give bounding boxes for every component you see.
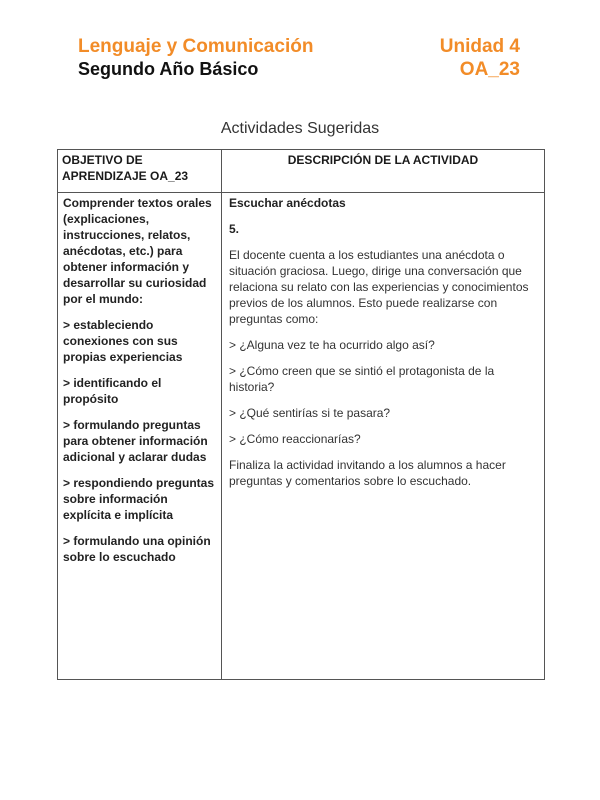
- objective-intro: Comprender textos orales (explicaciones, instrucciones, relatos, anécdotas, etc.) para obtener información y desarrollar su curiosidad por el mundo:: [63, 196, 212, 306]
- objective-item: > identificando el propósito: [63, 376, 162, 406]
- activity-question: > ¿Alguna vez te ha ocurrido algo así?: [229, 338, 435, 352]
- subject-title: Lenguaje y Comunicación: [78, 36, 314, 57]
- section-title: Actividades Sugeridas: [220, 120, 380, 137]
- activity-question: > ¿Cómo creen que se sintió el protagonista de la historia?: [229, 364, 495, 394]
- activity-description: El docente cuenta a los estudiantes una anécdota o situación graciosa. Luego, dirige una conversación que relaciona su relato con las experiencias y conocimientos previos de los alumnos. Esto puede realizarse con preguntas como:: [229, 248, 529, 326]
- page-header: [78, 36, 520, 81]
- unit-label: Unidad 4: [439, 36, 520, 57]
- grade-title: Segundo Año Básico: [78, 59, 259, 79]
- activity-cell: [222, 193, 545, 680]
- objective-item: > formulando una opinión sobre lo escuchado: [63, 534, 211, 564]
- objective-column-header: OBJETIVO DE APRENDIZAJE OA_23: [58, 150, 222, 193]
- objective-item: > respondiendo preguntas sobre información explícita e implícita: [63, 476, 215, 522]
- description-column-header: DESCRIPCIÓN DE LA ACTIVIDAD: [222, 150, 545, 193]
- table-header-row: [58, 150, 545, 193]
- objective-item: > estableciendo conexiones con sus propias experiencias: [63, 318, 183, 364]
- table-row: [58, 193, 545, 680]
- oa-code: OA_23: [459, 59, 520, 80]
- objective-cell: [58, 193, 222, 680]
- objective-item: > formulando preguntas para obtener información adicional y aclarar dudas: [63, 418, 208, 464]
- activity-number: 5.: [229, 222, 240, 236]
- activity-question: > ¿Qué sentirías si te pasara?: [229, 406, 391, 420]
- activity-question: > ¿Cómo reaccionarías?: [229, 432, 361, 446]
- activity-closing: Finaliza la actividad invitando a los alumnos a hacer preguntas y comentarios sobre lo escuchado.: [229, 458, 506, 488]
- activities-table: [57, 149, 545, 680]
- activity-title: Escuchar anécdotas: [229, 196, 346, 210]
